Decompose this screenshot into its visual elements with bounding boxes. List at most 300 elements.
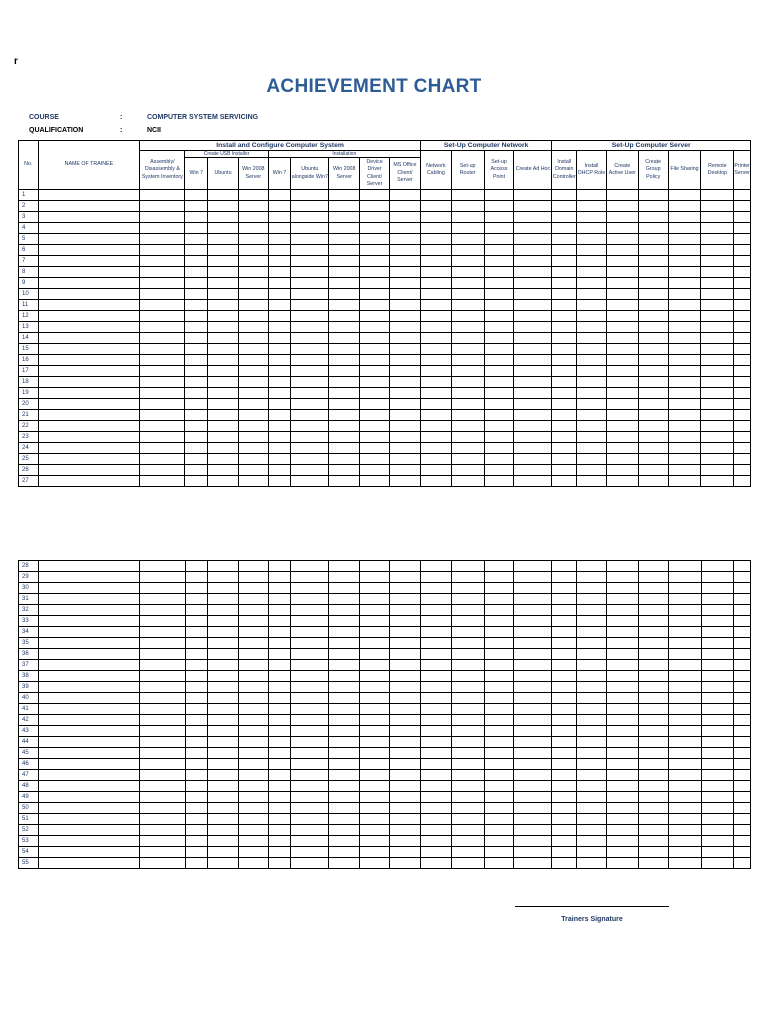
achievement-cell[interactable] bbox=[420, 410, 451, 421]
achievement-cell[interactable] bbox=[268, 638, 291, 649]
achievement-cell[interactable] bbox=[329, 605, 360, 616]
achievement-cell[interactable] bbox=[185, 223, 208, 234]
trainee-name-cell[interactable] bbox=[38, 190, 140, 201]
achievement-cell[interactable] bbox=[185, 814, 208, 825]
achievement-cell[interactable] bbox=[329, 737, 360, 748]
achievement-cell[interactable] bbox=[514, 583, 552, 594]
achievement-cell[interactable] bbox=[329, 693, 360, 704]
achievement-cell[interactable] bbox=[484, 682, 514, 693]
achievement-cell[interactable] bbox=[291, 660, 329, 671]
achievement-cell[interactable] bbox=[734, 212, 751, 223]
achievement-cell[interactable] bbox=[701, 344, 734, 355]
achievement-cell[interactable] bbox=[420, 278, 451, 289]
achievement-cell[interactable] bbox=[484, 366, 514, 377]
achievement-cell[interactable] bbox=[185, 660, 208, 671]
achievement-cell[interactable] bbox=[552, 333, 577, 344]
trainee-name-cell[interactable] bbox=[38, 814, 140, 825]
achievement-cell[interactable] bbox=[268, 737, 291, 748]
achievement-cell[interactable] bbox=[238, 847, 268, 858]
achievement-cell[interactable] bbox=[638, 649, 668, 660]
achievement-cell[interactable] bbox=[552, 322, 577, 333]
achievement-cell[interactable] bbox=[238, 583, 268, 594]
achievement-cell[interactable] bbox=[734, 443, 751, 454]
achievement-cell[interactable] bbox=[484, 792, 514, 803]
achievement-cell[interactable] bbox=[140, 605, 185, 616]
achievement-cell[interactable] bbox=[451, 836, 484, 847]
achievement-cell[interactable] bbox=[514, 223, 552, 234]
achievement-cell[interactable] bbox=[638, 190, 668, 201]
achievement-cell[interactable] bbox=[451, 638, 484, 649]
achievement-cell[interactable] bbox=[389, 300, 420, 311]
achievement-cell[interactable] bbox=[208, 267, 239, 278]
achievement-cell[interactable] bbox=[638, 594, 668, 605]
achievement-cell[interactable] bbox=[484, 825, 514, 836]
achievement-cell[interactable] bbox=[734, 825, 751, 836]
achievement-cell[interactable] bbox=[238, 256, 268, 267]
achievement-cell[interactable] bbox=[291, 748, 329, 759]
achievement-cell[interactable] bbox=[451, 781, 484, 792]
achievement-cell[interactable] bbox=[268, 616, 291, 627]
achievement-cell[interactable] bbox=[360, 465, 390, 476]
achievement-cell[interactable] bbox=[185, 476, 208, 487]
achievement-cell[interactable] bbox=[552, 421, 577, 432]
achievement-cell[interactable] bbox=[484, 355, 514, 366]
achievement-cell[interactable] bbox=[291, 377, 329, 388]
achievement-cell[interactable] bbox=[291, 726, 329, 737]
achievement-cell[interactable] bbox=[420, 561, 451, 572]
achievement-cell[interactable] bbox=[185, 616, 208, 627]
achievement-cell[interactable] bbox=[390, 737, 421, 748]
achievement-cell[interactable] bbox=[701, 594, 734, 605]
achievement-cell[interactable] bbox=[329, 311, 360, 322]
achievement-cell[interactable] bbox=[185, 671, 208, 682]
trainee-name-cell[interactable] bbox=[38, 355, 140, 366]
achievement-cell[interactable] bbox=[451, 847, 484, 858]
achievement-cell[interactable] bbox=[577, 572, 607, 583]
achievement-cell[interactable] bbox=[291, 825, 329, 836]
achievement-cell[interactable] bbox=[552, 594, 577, 605]
achievement-cell[interactable] bbox=[514, 454, 552, 465]
achievement-cell[interactable] bbox=[734, 803, 751, 814]
achievement-cell[interactable] bbox=[451, 212, 484, 223]
achievement-cell[interactable] bbox=[701, 289, 734, 300]
achievement-cell[interactable] bbox=[185, 704, 208, 715]
achievement-cell[interactable] bbox=[552, 289, 577, 300]
achievement-cell[interactable] bbox=[514, 715, 552, 726]
achievement-cell[interactable] bbox=[668, 781, 701, 792]
achievement-cell[interactable] bbox=[484, 737, 514, 748]
achievement-cell[interactable] bbox=[638, 245, 668, 256]
achievement-cell[interactable] bbox=[514, 836, 552, 847]
trainee-name-cell[interactable] bbox=[38, 726, 140, 737]
achievement-cell[interactable] bbox=[390, 781, 421, 792]
achievement-cell[interactable] bbox=[552, 465, 577, 476]
achievement-cell[interactable] bbox=[734, 377, 751, 388]
achievement-cell[interactable] bbox=[734, 759, 751, 770]
achievement-cell[interactable] bbox=[360, 344, 390, 355]
achievement-cell[interactable] bbox=[484, 781, 514, 792]
achievement-cell[interactable] bbox=[420, 201, 451, 212]
achievement-cell[interactable] bbox=[668, 289, 701, 300]
achievement-cell[interactable] bbox=[484, 278, 514, 289]
achievement-cell[interactable] bbox=[606, 704, 638, 715]
achievement-cell[interactable] bbox=[208, 627, 239, 638]
achievement-cell[interactable] bbox=[268, 355, 291, 366]
achievement-cell[interactable] bbox=[734, 355, 751, 366]
achievement-cell[interactable] bbox=[268, 572, 291, 583]
achievement-cell[interactable] bbox=[701, 759, 734, 770]
trainee-name-cell[interactable] bbox=[38, 616, 140, 627]
trainee-name-cell[interactable] bbox=[38, 267, 140, 278]
achievement-cell[interactable] bbox=[140, 627, 185, 638]
achievement-cell[interactable] bbox=[268, 443, 291, 454]
achievement-cell[interactable] bbox=[606, 212, 638, 223]
achievement-cell[interactable] bbox=[291, 443, 329, 454]
trainee-name-cell[interactable] bbox=[38, 443, 140, 454]
achievement-cell[interactable] bbox=[701, 572, 734, 583]
achievement-cell[interactable] bbox=[360, 726, 390, 737]
achievement-cell[interactable] bbox=[329, 715, 360, 726]
achievement-cell[interactable] bbox=[389, 311, 420, 322]
achievement-cell[interactable] bbox=[451, 583, 484, 594]
achievement-cell[interactable] bbox=[701, 737, 734, 748]
achievement-cell[interactable] bbox=[208, 770, 239, 781]
achievement-cell[interactable] bbox=[420, 234, 451, 245]
achievement-cell[interactable] bbox=[238, 311, 268, 322]
achievement-cell[interactable] bbox=[291, 649, 329, 660]
achievement-cell[interactable] bbox=[638, 366, 668, 377]
achievement-cell[interactable] bbox=[185, 399, 208, 410]
achievement-cell[interactable] bbox=[291, 847, 329, 858]
achievement-cell[interactable] bbox=[329, 267, 360, 278]
achievement-cell[interactable] bbox=[291, 311, 329, 322]
achievement-cell[interactable] bbox=[291, 682, 329, 693]
achievement-cell[interactable] bbox=[734, 847, 751, 858]
achievement-cell[interactable] bbox=[238, 410, 268, 421]
achievement-cell[interactable] bbox=[208, 212, 239, 223]
trainee-name-cell[interactable] bbox=[38, 605, 140, 616]
achievement-cell[interactable] bbox=[360, 770, 390, 781]
achievement-cell[interactable] bbox=[291, 256, 329, 267]
achievement-cell[interactable] bbox=[208, 333, 239, 344]
achievement-cell[interactable] bbox=[484, 476, 514, 487]
achievement-cell[interactable] bbox=[140, 770, 185, 781]
trainee-name-cell[interactable] bbox=[38, 410, 140, 421]
achievement-cell[interactable] bbox=[420, 737, 451, 748]
achievement-cell[interactable] bbox=[140, 377, 185, 388]
achievement-cell[interactable] bbox=[390, 616, 421, 627]
achievement-cell[interactable] bbox=[668, 366, 701, 377]
achievement-cell[interactable] bbox=[208, 682, 239, 693]
achievement-cell[interactable] bbox=[238, 737, 268, 748]
achievement-cell[interactable] bbox=[451, 234, 484, 245]
achievement-cell[interactable] bbox=[390, 605, 421, 616]
achievement-cell[interactable] bbox=[514, 671, 552, 682]
achievement-cell[interactable] bbox=[606, 748, 638, 759]
achievement-cell[interactable] bbox=[701, 300, 734, 311]
achievement-cell[interactable] bbox=[420, 638, 451, 649]
achievement-cell[interactable] bbox=[268, 770, 291, 781]
trainee-name-cell[interactable] bbox=[38, 245, 140, 256]
achievement-cell[interactable] bbox=[668, 201, 701, 212]
achievement-cell[interactable] bbox=[238, 300, 268, 311]
trainee-name-cell[interactable] bbox=[38, 781, 140, 792]
achievement-cell[interactable] bbox=[360, 748, 390, 759]
achievement-cell[interactable] bbox=[329, 627, 360, 638]
achievement-cell[interactable] bbox=[208, 300, 239, 311]
achievement-cell[interactable] bbox=[185, 803, 208, 814]
achievement-cell[interactable] bbox=[185, 267, 208, 278]
achievement-cell[interactable] bbox=[420, 377, 451, 388]
achievement-cell[interactable] bbox=[701, 671, 734, 682]
achievement-cell[interactable] bbox=[140, 748, 185, 759]
achievement-cell[interactable] bbox=[668, 432, 701, 443]
achievement-cell[interactable] bbox=[484, 704, 514, 715]
achievement-cell[interactable] bbox=[208, 726, 239, 737]
trainee-name-cell[interactable] bbox=[38, 649, 140, 660]
achievement-cell[interactable] bbox=[291, 605, 329, 616]
achievement-cell[interactable] bbox=[140, 814, 185, 825]
achievement-cell[interactable] bbox=[208, 847, 239, 858]
trainee-name-cell[interactable] bbox=[38, 322, 140, 333]
achievement-cell[interactable] bbox=[140, 693, 185, 704]
achievement-cell[interactable] bbox=[552, 682, 577, 693]
achievement-cell[interactable] bbox=[552, 245, 577, 256]
achievement-cell[interactable] bbox=[552, 638, 577, 649]
achievement-cell[interactable] bbox=[360, 605, 390, 616]
achievement-cell[interactable] bbox=[420, 443, 451, 454]
achievement-cell[interactable] bbox=[734, 333, 751, 344]
achievement-cell[interactable] bbox=[734, 836, 751, 847]
achievement-cell[interactable] bbox=[185, 311, 208, 322]
achievement-cell[interactable] bbox=[268, 803, 291, 814]
achievement-cell[interactable] bbox=[451, 715, 484, 726]
achievement-cell[interactable] bbox=[185, 825, 208, 836]
achievement-cell[interactable] bbox=[577, 322, 607, 333]
achievement-cell[interactable] bbox=[420, 190, 451, 201]
achievement-cell[interactable] bbox=[451, 333, 484, 344]
achievement-cell[interactable] bbox=[514, 234, 552, 245]
achievement-cell[interactable] bbox=[668, 715, 701, 726]
achievement-cell[interactable] bbox=[268, 561, 291, 572]
achievement-cell[interactable] bbox=[268, 660, 291, 671]
achievement-cell[interactable] bbox=[238, 561, 268, 572]
achievement-cell[interactable] bbox=[268, 366, 291, 377]
achievement-cell[interactable] bbox=[390, 660, 421, 671]
achievement-cell[interactable] bbox=[238, 476, 268, 487]
achievement-cell[interactable] bbox=[514, 256, 552, 267]
achievement-cell[interactable] bbox=[238, 605, 268, 616]
achievement-cell[interactable] bbox=[484, 572, 514, 583]
achievement-cell[interactable] bbox=[360, 660, 390, 671]
achievement-cell[interactable] bbox=[140, 366, 185, 377]
achievement-cell[interactable] bbox=[577, 814, 607, 825]
achievement-cell[interactable] bbox=[668, 704, 701, 715]
achievement-cell[interactable] bbox=[420, 366, 451, 377]
achievement-cell[interactable] bbox=[389, 190, 420, 201]
achievement-cell[interactable] bbox=[238, 759, 268, 770]
achievement-cell[interactable] bbox=[577, 627, 607, 638]
achievement-cell[interactable] bbox=[268, 583, 291, 594]
achievement-cell[interactable] bbox=[451, 366, 484, 377]
achievement-cell[interactable] bbox=[668, 726, 701, 737]
achievement-cell[interactable] bbox=[701, 454, 734, 465]
trainee-name-cell[interactable] bbox=[38, 454, 140, 465]
achievement-cell[interactable] bbox=[484, 212, 514, 223]
achievement-cell[interactable] bbox=[185, 649, 208, 660]
achievement-cell[interactable] bbox=[606, 561, 638, 572]
trainee-name-cell[interactable] bbox=[38, 825, 140, 836]
achievement-cell[interactable] bbox=[238, 366, 268, 377]
achievement-cell[interactable] bbox=[329, 344, 360, 355]
achievement-cell[interactable] bbox=[701, 561, 734, 572]
achievement-cell[interactable] bbox=[734, 737, 751, 748]
achievement-cell[interactable] bbox=[734, 770, 751, 781]
achievement-cell[interactable] bbox=[268, 388, 291, 399]
achievement-cell[interactable] bbox=[390, 825, 421, 836]
achievement-cell[interactable] bbox=[420, 289, 451, 300]
trainee-name-cell[interactable] bbox=[38, 476, 140, 487]
achievement-cell[interactable] bbox=[701, 616, 734, 627]
achievement-cell[interactable] bbox=[208, 792, 239, 803]
achievement-cell[interactable] bbox=[606, 366, 638, 377]
achievement-cell[interactable] bbox=[734, 256, 751, 267]
achievement-cell[interactable] bbox=[208, 311, 239, 322]
achievement-cell[interactable] bbox=[552, 825, 577, 836]
achievement-cell[interactable] bbox=[238, 234, 268, 245]
achievement-cell[interactable] bbox=[360, 627, 390, 638]
achievement-cell[interactable] bbox=[208, 256, 239, 267]
achievement-cell[interactable] bbox=[701, 693, 734, 704]
achievement-cell[interactable] bbox=[208, 561, 239, 572]
achievement-cell[interactable] bbox=[514, 388, 552, 399]
achievement-cell[interactable] bbox=[606, 267, 638, 278]
achievement-cell[interactable] bbox=[291, 836, 329, 847]
achievement-cell[interactable] bbox=[451, 814, 484, 825]
trainee-name-cell[interactable] bbox=[38, 638, 140, 649]
achievement-cell[interactable] bbox=[577, 333, 607, 344]
achievement-cell[interactable] bbox=[638, 660, 668, 671]
trainee-name-cell[interactable] bbox=[38, 572, 140, 583]
achievement-cell[interactable] bbox=[329, 561, 360, 572]
achievement-cell[interactable] bbox=[552, 561, 577, 572]
achievement-cell[interactable] bbox=[268, 759, 291, 770]
achievement-cell[interactable] bbox=[668, 322, 701, 333]
achievement-cell[interactable] bbox=[638, 311, 668, 322]
achievement-cell[interactable] bbox=[390, 682, 421, 693]
achievement-cell[interactable] bbox=[734, 649, 751, 660]
achievement-cell[interactable] bbox=[577, 660, 607, 671]
achievement-cell[interactable] bbox=[291, 410, 329, 421]
achievement-cell[interactable] bbox=[484, 649, 514, 660]
achievement-cell[interactable] bbox=[484, 421, 514, 432]
achievement-cell[interactable] bbox=[552, 267, 577, 278]
achievement-cell[interactable] bbox=[185, 245, 208, 256]
achievement-cell[interactable] bbox=[734, 814, 751, 825]
achievement-cell[interactable] bbox=[329, 858, 360, 869]
achievement-cell[interactable] bbox=[514, 267, 552, 278]
achievement-cell[interactable] bbox=[140, 803, 185, 814]
achievement-cell[interactable] bbox=[329, 682, 360, 693]
achievement-cell[interactable] bbox=[451, 476, 484, 487]
achievement-cell[interactable] bbox=[514, 377, 552, 388]
achievement-cell[interactable] bbox=[185, 561, 208, 572]
achievement-cell[interactable] bbox=[185, 627, 208, 638]
achievement-cell[interactable] bbox=[389, 399, 420, 410]
achievement-cell[interactable] bbox=[484, 858, 514, 869]
achievement-cell[interactable] bbox=[734, 201, 751, 212]
achievement-cell[interactable] bbox=[360, 267, 390, 278]
achievement-cell[interactable] bbox=[185, 781, 208, 792]
achievement-cell[interactable] bbox=[185, 278, 208, 289]
achievement-cell[interactable] bbox=[268, 715, 291, 726]
achievement-cell[interactable] bbox=[451, 377, 484, 388]
achievement-cell[interactable] bbox=[552, 443, 577, 454]
achievement-cell[interactable] bbox=[701, 410, 734, 421]
achievement-cell[interactable] bbox=[390, 726, 421, 737]
achievement-cell[interactable] bbox=[701, 803, 734, 814]
achievement-cell[interactable] bbox=[389, 333, 420, 344]
achievement-cell[interactable] bbox=[360, 421, 390, 432]
trainee-name-cell[interactable] bbox=[38, 748, 140, 759]
achievement-cell[interactable] bbox=[484, 245, 514, 256]
achievement-cell[interactable] bbox=[268, 836, 291, 847]
achievement-cell[interactable] bbox=[701, 333, 734, 344]
achievement-cell[interactable] bbox=[668, 847, 701, 858]
trainee-name-cell[interactable] bbox=[38, 212, 140, 223]
achievement-cell[interactable] bbox=[577, 432, 607, 443]
achievement-cell[interactable] bbox=[638, 344, 668, 355]
achievement-cell[interactable] bbox=[638, 671, 668, 682]
achievement-cell[interactable] bbox=[577, 377, 607, 388]
achievement-cell[interactable] bbox=[389, 245, 420, 256]
achievement-cell[interactable] bbox=[577, 476, 607, 487]
achievement-cell[interactable] bbox=[701, 212, 734, 223]
achievement-cell[interactable] bbox=[329, 399, 360, 410]
achievement-cell[interactable] bbox=[451, 770, 484, 781]
achievement-cell[interactable] bbox=[577, 825, 607, 836]
trainee-name-cell[interactable] bbox=[38, 300, 140, 311]
achievement-cell[interactable] bbox=[208, 858, 239, 869]
achievement-cell[interactable] bbox=[329, 366, 360, 377]
achievement-cell[interactable] bbox=[552, 847, 577, 858]
achievement-cell[interactable] bbox=[701, 366, 734, 377]
achievement-cell[interactable] bbox=[140, 256, 185, 267]
achievement-cell[interactable] bbox=[638, 858, 668, 869]
achievement-cell[interactable] bbox=[238, 814, 268, 825]
achievement-cell[interactable] bbox=[734, 594, 751, 605]
trainee-name-cell[interactable] bbox=[38, 682, 140, 693]
achievement-cell[interactable] bbox=[577, 693, 607, 704]
achievement-cell[interactable] bbox=[451, 344, 484, 355]
achievement-cell[interactable] bbox=[734, 267, 751, 278]
achievement-cell[interactable] bbox=[291, 388, 329, 399]
achievement-cell[interactable] bbox=[360, 715, 390, 726]
achievement-cell[interactable] bbox=[484, 267, 514, 278]
achievement-cell[interactable] bbox=[360, 300, 390, 311]
achievement-cell[interactable] bbox=[606, 781, 638, 792]
achievement-cell[interactable] bbox=[390, 638, 421, 649]
achievement-cell[interactable] bbox=[606, 836, 638, 847]
achievement-cell[interactable] bbox=[577, 190, 607, 201]
achievement-cell[interactable] bbox=[360, 355, 390, 366]
achievement-cell[interactable] bbox=[185, 421, 208, 432]
achievement-cell[interactable] bbox=[208, 399, 239, 410]
achievement-cell[interactable] bbox=[668, 377, 701, 388]
achievement-cell[interactable] bbox=[389, 344, 420, 355]
achievement-cell[interactable] bbox=[552, 234, 577, 245]
achievement-cell[interactable] bbox=[185, 836, 208, 847]
